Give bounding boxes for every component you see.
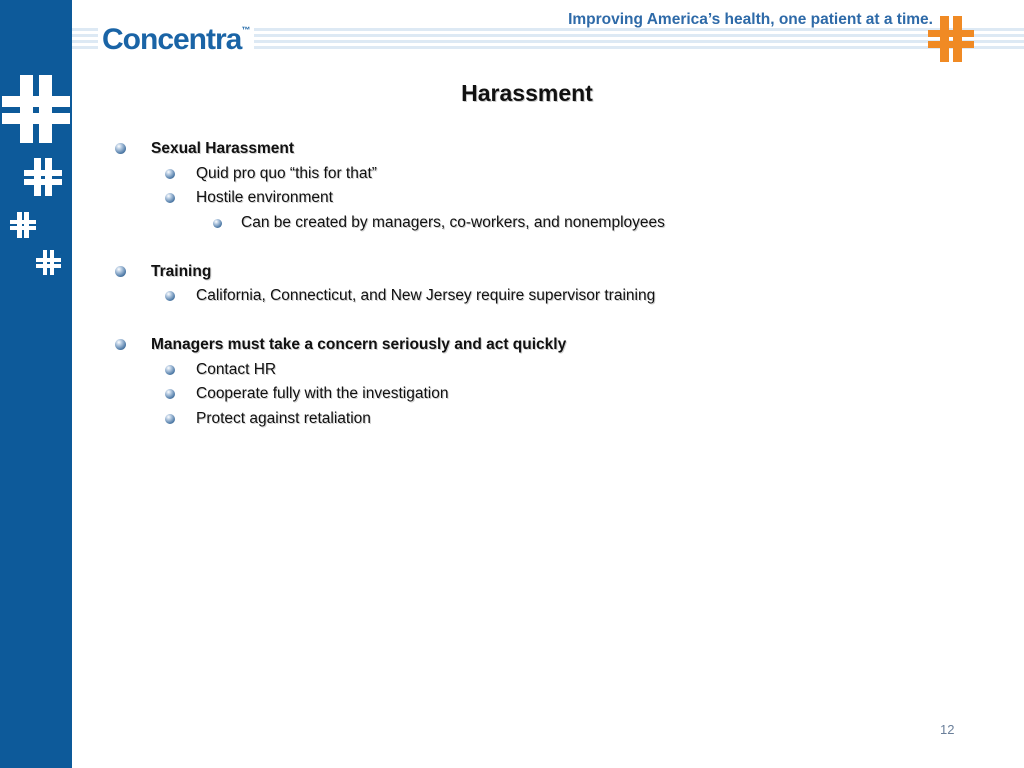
page-number: 12 xyxy=(940,722,955,737)
bullet-cooperate: Cooperate fully with the investigation xyxy=(112,382,992,407)
bullet-icon xyxy=(165,365,175,375)
cross-icon-medium xyxy=(24,158,62,196)
bullet-icon xyxy=(165,414,175,424)
cross-icon-smallest xyxy=(36,250,61,275)
bullet-content xyxy=(112,137,992,431)
cross-icon-small xyxy=(10,212,36,238)
bullet-protect: Protect against retaliation xyxy=(112,407,992,432)
bullet-icon xyxy=(115,143,126,154)
sidebar-stripe-mask xyxy=(0,28,72,52)
slide-title: Harassment xyxy=(461,80,593,106)
bullet-managers-act: Managers must take a concern seriously and act quickly xyxy=(112,333,992,358)
bullet-training: Training xyxy=(112,260,992,285)
left-sidebar xyxy=(0,0,72,768)
bullet-sexual-harassment: Sexual Harassment xyxy=(112,137,992,162)
tagline: Improving America’s health, one patient at a time. xyxy=(568,11,933,28)
bullet-supervisor-training: California, Connecticut, and New Jersey require supervisor training xyxy=(112,284,992,309)
logo-text: Concentra xyxy=(102,23,242,56)
bullet-quid-pro-quo: Quid pro quo “this for that” xyxy=(112,162,992,187)
bullet-icon xyxy=(165,389,175,399)
bullet-hostile-environment: Hostile environment xyxy=(112,186,992,211)
logo-trademark: ™ xyxy=(241,25,251,35)
bullet-icon xyxy=(115,339,126,350)
bullet-icon xyxy=(213,219,222,228)
bullet-contact-hr: Contact HR xyxy=(112,358,992,383)
orange-cross-icon xyxy=(928,16,974,62)
bullet-icon xyxy=(165,169,175,179)
bullet-icon xyxy=(165,193,175,203)
concentra-logo xyxy=(98,20,254,60)
bullet-icon xyxy=(165,291,175,301)
bullet-created-by: Can be created by managers, co-workers, and nonemployees xyxy=(112,211,992,236)
bullet-icon xyxy=(115,266,126,277)
